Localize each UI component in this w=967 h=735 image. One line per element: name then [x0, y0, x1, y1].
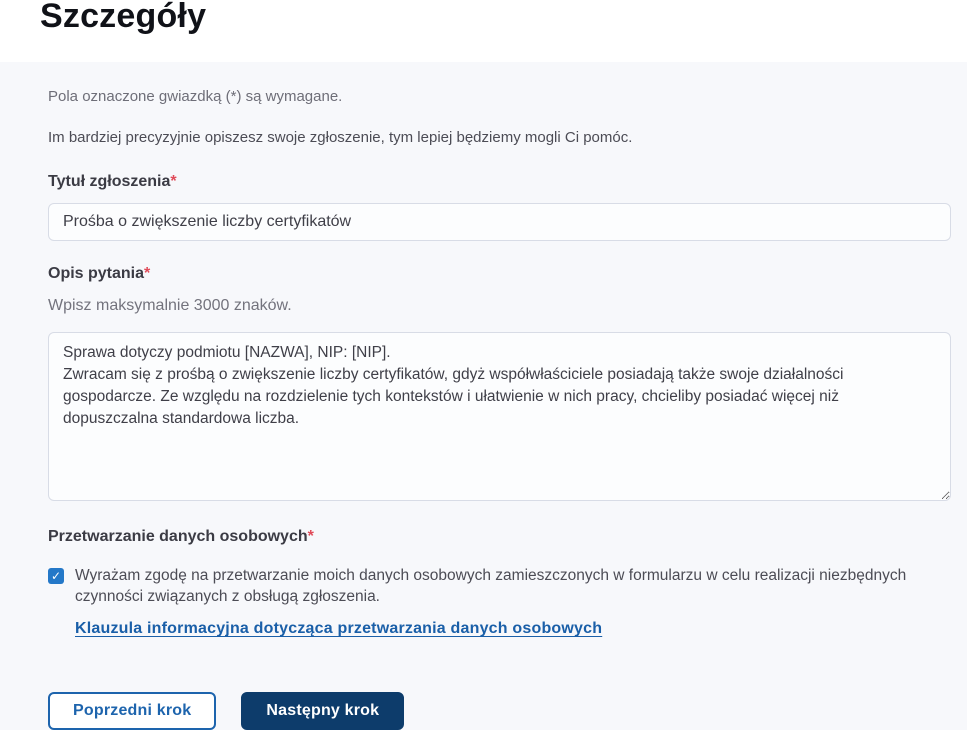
- privacy-clause-link[interactable]: Klauzula informacyjna dotycząca przetwarzania danych osobowych: [75, 620, 603, 637]
- required-fields-note: Pola oznaczone gwiazdką (*) są wymagane.: [48, 88, 343, 105]
- description-textarea[interactable]: [48, 332, 951, 501]
- page-header: [0, 0, 967, 62]
- consent-text: Wyrażam zgodę na przetwarzanie moich danych osobowych zamieszczonych w formularzu w celu realizacji niezbędnych czynności związanych z obsługą zgłoszenia.: [75, 567, 907, 605]
- checkmark-icon: ✓: [50, 569, 62, 583]
- description-field-label: [48, 265, 951, 283]
- required-asterisk: *: [307, 528, 314, 545]
- footer-band: [0, 730, 967, 735]
- next-step-button[interactable]: Następny krok: [241, 692, 404, 730]
- navigation-buttons: [48, 692, 951, 730]
- previous-step-button[interactable]: Poprzedni krok: [48, 692, 216, 730]
- title-input[interactable]: [48, 203, 951, 241]
- title-field-label: [48, 173, 951, 191]
- consent-section-label: [48, 528, 951, 546]
- consent-section-label-text: Przetwarzanie danych osobowych: [48, 528, 308, 545]
- consent-row: [48, 565, 951, 607]
- intro-text: Im bardziej precyzyjnie opiszesz swoje zgłoszenie, tym lepiej będziemy mogli Ci pomóc.: [48, 129, 633, 146]
- form-section: [0, 62, 967, 730]
- page-title: Szczegóły: [40, 0, 207, 35]
- description-field-label-text: Opis pytania: [48, 265, 145, 282]
- privacy-link-wrap: [75, 620, 951, 638]
- consent-checkbox[interactable]: [48, 568, 64, 584]
- required-asterisk: *: [144, 265, 151, 282]
- required-asterisk: *: [170, 173, 177, 190]
- title-field-label-text: Tytuł zgłoszenia: [48, 173, 171, 190]
- description-hint: Wpisz maksymalnie 3000 znaków.: [48, 297, 292, 314]
